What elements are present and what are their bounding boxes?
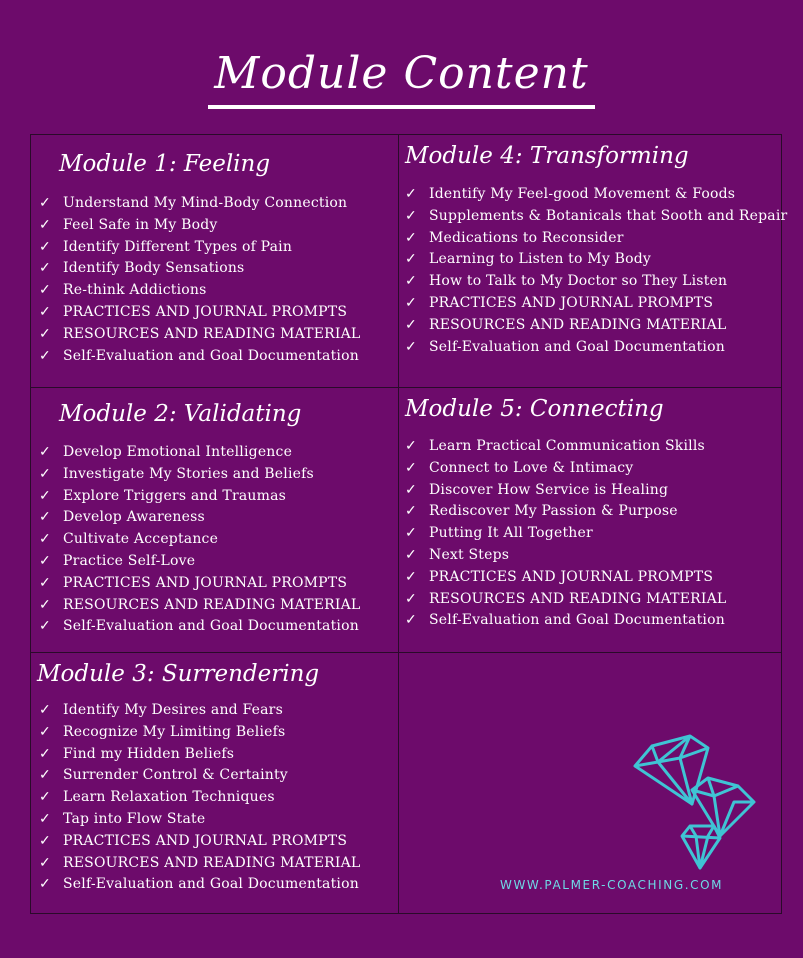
module-2-cell: [31, 388, 399, 653]
checkmark-icon: ✓: [405, 316, 417, 333]
checkmark-icon: ✓: [39, 444, 51, 460]
title-wrap: [0, 48, 803, 109]
diamond-logo-icon: [630, 728, 760, 876]
module-1-list: [39, 193, 360, 367]
list-item: [405, 184, 787, 206]
module-3-cell: [31, 653, 399, 913]
list-item: [405, 228, 787, 250]
list-item: [39, 507, 360, 529]
list-item: [39, 853, 360, 875]
list-item: [405, 271, 787, 293]
list-item-label: Tap into Flow State: [63, 810, 206, 827]
list-item: [39, 302, 360, 324]
list-item-label: RESOURCES AND READING MATERIAL: [429, 316, 727, 333]
checkmark-icon: ✓: [39, 832, 51, 849]
checkmark-icon: ✓: [405, 546, 417, 563]
checkmark-icon: ✓: [405, 273, 417, 290]
list-item-label: Understand My Mind-Body Connection: [63, 195, 348, 211]
checkmark-icon: ✓: [39, 810, 51, 827]
list-item-label: RESOURCES AND READING MATERIAL: [63, 854, 361, 871]
checkmark-icon: ✓: [39, 745, 51, 762]
checkmark-icon: ✓: [405, 251, 417, 268]
list-item-label: Medications to Reconsider: [429, 229, 624, 246]
list-item: [39, 215, 360, 237]
list-item: [39, 346, 360, 368]
checkmark-icon: ✓: [39, 487, 51, 504]
list-item-label: Identify My Feel-good Movement & Foods: [429, 186, 736, 202]
checkmark-icon: ✓: [39, 574, 51, 591]
module-4-title: Module 4: Transforming: [405, 143, 689, 169]
list-item-label: How to Talk to My Doctor so They Listen: [429, 273, 728, 290]
list-item: [39, 809, 360, 831]
list-item: [39, 831, 360, 853]
checkmark-icon: ✓: [39, 531, 51, 548]
module-3-list: [39, 700, 360, 896]
checkmark-icon: ✓: [405, 294, 417, 311]
list-item-label: Putting It All Together: [429, 525, 593, 542]
list-item-label: Explore Triggers and Traumas: [63, 487, 287, 504]
list-item: [405, 545, 726, 567]
list-item-label: PRACTICES AND JOURNAL PROMPTS: [63, 832, 348, 849]
list-item-label: Connect to Love & Intimacy: [429, 459, 634, 476]
list-item-label: Identify Body Sensations: [63, 260, 245, 277]
checkmark-icon: ✓: [405, 568, 417, 585]
checkmark-icon: ✓: [39, 216, 51, 233]
module-5-list: [405, 436, 726, 632]
list-item-label: Self-Evaluation and Goal Documentation: [63, 618, 359, 635]
list-item: [39, 722, 360, 744]
list-item-label: RESOURCES AND READING MATERIAL: [429, 590, 727, 607]
checkmark-icon: ✓: [39, 509, 51, 526]
checkmark-icon: ✓: [39, 238, 51, 255]
module-1-cell: [31, 135, 399, 388]
list-item-label: Identify My Desires and Fears: [63, 702, 283, 718]
checkmark-icon: ✓: [405, 338, 417, 355]
checkmark-icon: ✓: [39, 325, 51, 342]
checkmark-icon: ✓: [39, 195, 51, 211]
list-item: [39, 595, 360, 617]
list-item: [405, 501, 726, 523]
list-item: [39, 787, 360, 809]
checkmark-icon: ✓: [405, 459, 417, 476]
list-item-label: Self-Evaluation and Goal Documentation: [63, 347, 359, 364]
list-item-label: Re-think Addictions: [63, 282, 207, 299]
list-item-label: Next Steps: [429, 546, 510, 563]
list-item: [405, 567, 726, 589]
list-item: [39, 324, 360, 346]
checkmark-icon: ✓: [39, 282, 51, 299]
list-item-label: Learn Practical Communication Skills: [429, 438, 705, 454]
checkmark-icon: ✓: [39, 767, 51, 784]
list-item-label: Cultivate Acceptance: [63, 531, 219, 548]
list-item-label: Identify Different Types of Pain: [63, 238, 293, 255]
list-item-label: Feel Safe in My Body: [63, 216, 218, 233]
checkmark-icon: ✓: [39, 465, 51, 482]
checkmark-icon: ✓: [39, 876, 51, 893]
list-item-label: Self-Evaluation and Goal Documentation: [429, 338, 725, 355]
list-item: [39, 193, 360, 215]
list-item-label: Investigate My Stories and Beliefs: [63, 465, 314, 482]
list-item: [405, 436, 726, 458]
list-item: [39, 874, 360, 896]
module-2-list: [39, 442, 360, 638]
list-item-label: Practice Self-Love: [63, 552, 196, 569]
checkmark-icon: ✓: [39, 789, 51, 806]
module-4-list: [405, 184, 787, 358]
list-item: [405, 480, 726, 502]
large-diamond-icon: [635, 736, 708, 804]
list-item: [405, 249, 787, 271]
list-item-label: RESOURCES AND READING MATERIAL: [63, 596, 361, 613]
list-item: [39, 700, 360, 722]
list-item: [39, 616, 360, 638]
list-item: [405, 523, 726, 545]
list-item: [39, 442, 360, 464]
list-item-label: PRACTICES AND JOURNAL PROMPTS: [63, 574, 348, 591]
checkmark-icon: ✓: [405, 590, 417, 607]
list-item-label: Develop Awareness: [63, 509, 205, 526]
website-url: WWW.PALMER-COACHING.COM: [500, 878, 724, 892]
list-item: [39, 765, 360, 787]
checkmark-icon: ✓: [405, 481, 417, 498]
list-item-label: Self-Evaluation and Goal Documentation: [429, 612, 725, 629]
checkmark-icon: ✓: [405, 503, 417, 520]
list-item-label: Surrender Control & Certainty: [63, 767, 288, 784]
list-item-label: PRACTICES AND JOURNAL PROMPTS: [429, 568, 714, 585]
list-item: [405, 293, 787, 315]
page-title: Module Content: [208, 48, 594, 109]
list-item-label: Learn Relaxation Techniques: [63, 789, 275, 806]
list-item: [39, 237, 360, 259]
list-item-label: Recognize My Limiting Beliefs: [63, 723, 286, 740]
list-item-label: RESOURCES AND READING MATERIAL: [63, 325, 361, 342]
list-item: [405, 610, 726, 632]
checkmark-icon: ✓: [39, 596, 51, 613]
checkmark-icon: ✓: [405, 186, 417, 202]
list-item-label: Supplements & Botanicals that Sooth and Repair: [429, 207, 788, 224]
checkmark-icon: ✓: [405, 229, 417, 246]
list-item-label: Discover How Service is Healing: [429, 481, 669, 498]
list-item: [39, 529, 360, 551]
list-item-label: Develop Emotional Intelligence: [63, 444, 293, 460]
checkmark-icon: ✓: [39, 552, 51, 569]
list-item: [405, 589, 726, 611]
checkmark-icon: ✓: [405, 525, 417, 542]
list-item: [405, 206, 787, 228]
module-1-title: Module 1: Feeling: [59, 151, 271, 177]
module-5-cell: [399, 388, 782, 653]
list-item: [39, 551, 360, 573]
checkmark-icon: ✓: [39, 303, 51, 320]
list-item: [405, 337, 787, 359]
list-item-label: Find my Hidden Beliefs: [63, 745, 235, 762]
list-item: [39, 464, 360, 486]
checkmark-icon: ✓: [39, 618, 51, 635]
small-diamond-icon: [682, 826, 720, 868]
checkmark-icon: ✓: [39, 260, 51, 277]
list-item-label: PRACTICES AND JOURNAL PROMPTS: [429, 294, 714, 311]
checkmark-icon: ✓: [39, 854, 51, 871]
checkmark-icon: ✓: [39, 723, 51, 740]
checkmark-icon: ✓: [39, 702, 51, 718]
list-item: [39, 744, 360, 766]
checkmark-icon: ✓: [39, 347, 51, 364]
list-item: [39, 573, 360, 595]
module-4-cell: [399, 135, 788, 388]
list-item: [39, 486, 360, 508]
list-item-label: Rediscover My Passion & Purpose: [429, 503, 678, 520]
list-item-label: Self-Evaluation and Goal Documentation: [63, 876, 359, 893]
checkmark-icon: ✓: [405, 438, 417, 454]
module-5-title: Module 5: Connecting: [405, 396, 664, 422]
module-3-title: Module 3: Surrendering: [37, 661, 320, 687]
list-item-label: PRACTICES AND JOURNAL PROMPTS: [63, 303, 348, 320]
checkmark-icon: ✓: [405, 612, 417, 629]
list-item: [39, 280, 360, 302]
module-2-title: Module 2: Validating: [59, 401, 302, 427]
list-item: [39, 258, 360, 280]
list-item: [405, 458, 726, 480]
checkmark-icon: ✓: [405, 207, 417, 224]
list-item: [405, 315, 787, 337]
list-item-label: Learning to Listen to My Body: [429, 251, 651, 268]
